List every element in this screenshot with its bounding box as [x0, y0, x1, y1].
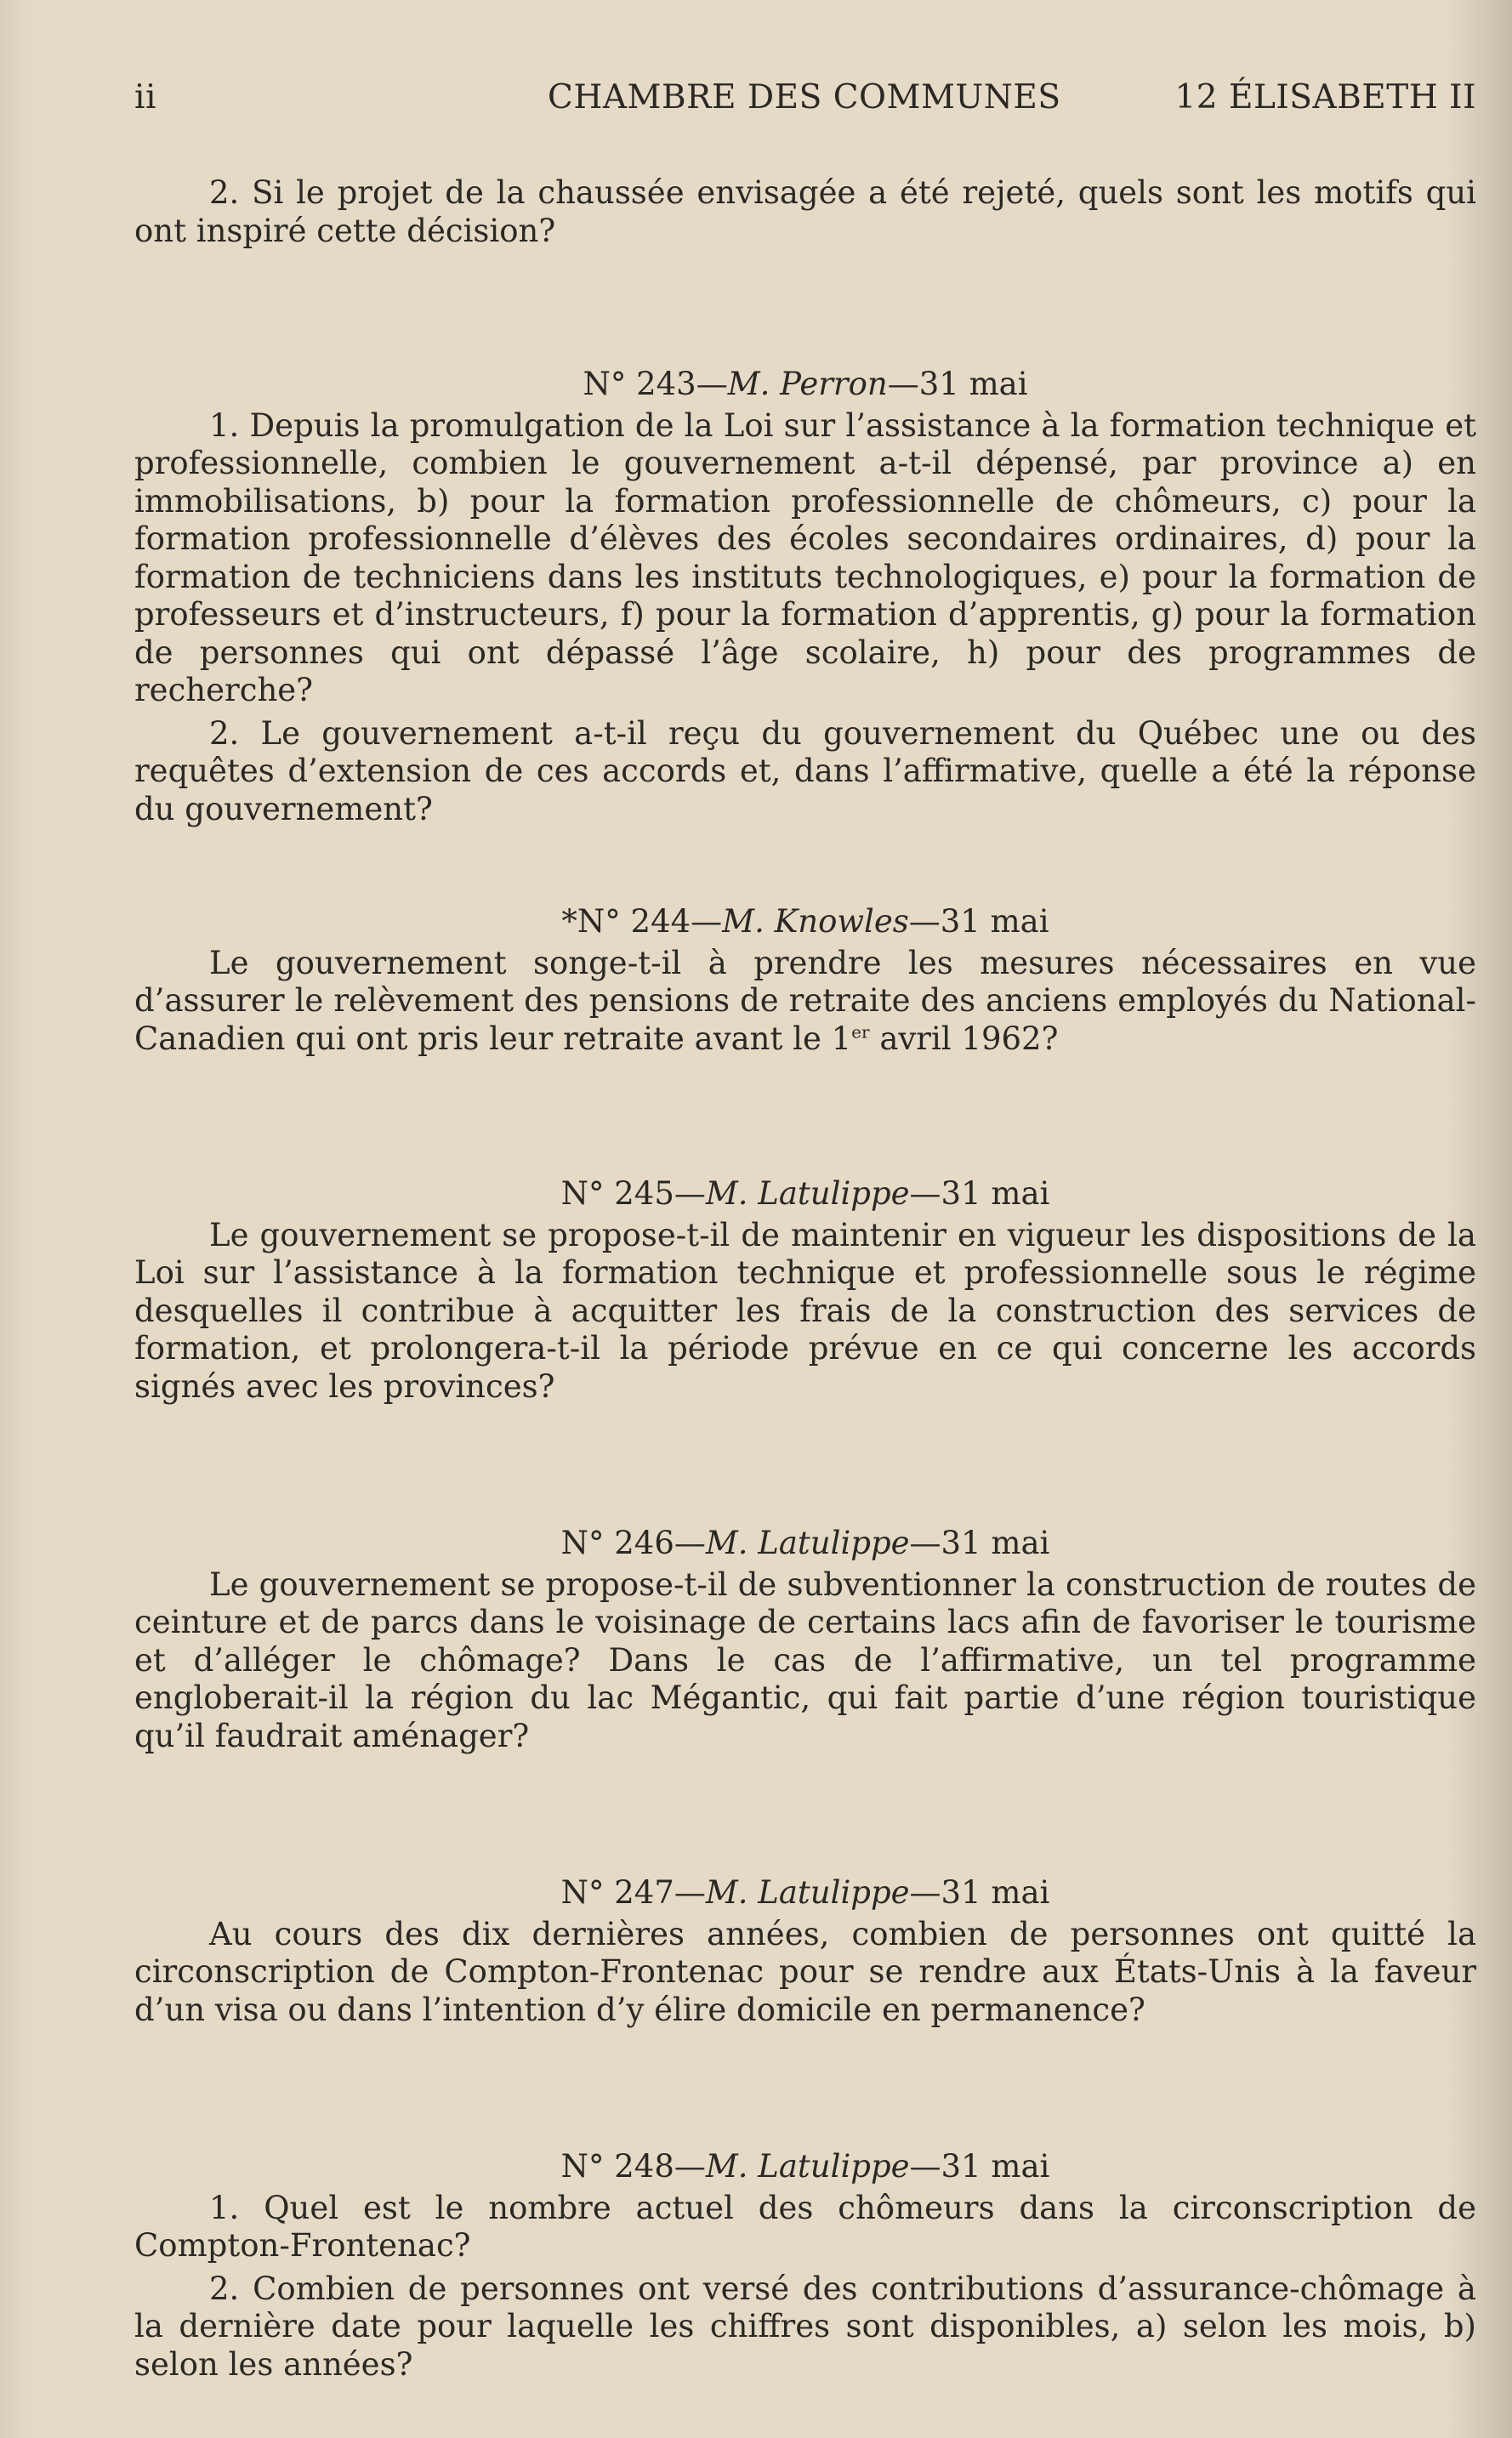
question-member: M. Latulippe [705, 1525, 910, 1561]
question-number: N° 247— [560, 1874, 706, 1911]
page-number: ii [134, 78, 156, 117]
intro-paragraph: 2. Si le projet de la chaussée envisagée a été rejeté, quels sont les motifs qui ont inspiré cette décision? [134, 174, 1476, 249]
question-paragraph: 1. Depuis la promulgation de la Loi sur l’assistance à la formation technique et professionnelle, combien le gouvernement a-t-il dépensé, par province a) en immobilisations, b) pour la formation professionnelle de chômeurs, c) pour la formation professionnelle d’élèves des écoles secondaires ordinaires, d) pour la formation de techniciens dans les instituts technologiques, e) pour la formation de professeurs et d’instructeurs, f) pour la formation d’apprentis, g) pour la formation de personnes qui ont dépassé l’âge scolaire, h) pour des programmes de recherche? [134, 406, 1476, 708]
question-member: M. Knowles [722, 903, 909, 940]
question-member: M. Latulippe [705, 1175, 910, 1212]
question-248 [134, 2148, 1476, 2384]
question-heading [134, 1874, 1476, 1912]
question-paragraph: Au cours des dix dernières années, combien de personnes ont quitté la circonscription de Compton-Frontenac pour se rendre aux États-Unis à la faveur d’un visa ou dans l’intention d’y élire domicile en permanence? [134, 1915, 1476, 2028]
paragraph-text: avril 1962? [869, 1020, 1059, 1057]
questions-body [134, 174, 1476, 2384]
question-heading [134, 2148, 1476, 2186]
question-member: M. Perron [727, 366, 888, 402]
page-header [134, 78, 1476, 121]
question-paragraph: Le gouvernement se propose-t-il de subventionner la construction de routes de ceinture et de parcs dans le voisinage de certains lacs afin de favoriser le tourisme et d’alléger le chômage? Dans le cas de l’affirmative, un tel programme engloberait-il la région du lac Mégantic, qui fait partie d’une région touristique qu’il faudrait aménager? [134, 1566, 1476, 1754]
question-heading [134, 1175, 1476, 1213]
question-heading [134, 366, 1476, 404]
question-date: —31 mai [909, 2148, 1050, 2185]
question-paragraph: 2. Le gouvernement a-t-il reçu du gouvernement du Québec une ou des requêtes d’extension de ces accords et, dans l’affirmative, quelle a été la réponse du gouvernement? [134, 714, 1476, 827]
question-heading [134, 903, 1476, 941]
session-label: 12 ÉLISABETH II [1174, 78, 1476, 117]
question-number: N° 246— [560, 1525, 706, 1561]
question-date: —31 mai [908, 903, 1049, 940]
question-245 [134, 1175, 1476, 1406]
question-number: N° 245— [560, 1175, 706, 1212]
question-member: M. Latulippe [705, 2148, 910, 2185]
question-246 [134, 1525, 1476, 1755]
question-paragraph: 2. Combien de personnes ont versé des contributions d’assurance-chômage à la dernière date pour laquelle les chiffres sont disponibles, a) selon les mois, b) selon les années? [134, 2270, 1476, 2383]
question-date: —31 mai [909, 1874, 1050, 1911]
journal-title: CHAMBRE DES COMMUNES [548, 78, 1061, 117]
question-paragraph [134, 945, 1476, 1059]
question-member: M. Latulippe [705, 1874, 910, 1911]
question-date: —31 mai [909, 1175, 1050, 1212]
question-heading [134, 1525, 1476, 1563]
question-paragraph: Le gouvernement se propose-t-il de maintenir en vigueur les dispositions de la Loi sur l’assistance à la formation technique et professionnelle sous le régime desquelles il contribue à acquitter les frais de la construction des services de formation, et prolongera-t-il la période prévue en ce qui concerne les accords signés avec les provinces? [134, 1216, 1476, 1405]
question-paragraph: 1. Quel est le nombre actuel des chômeurs dans la circonscription de Compton-Frontenac? [134, 2189, 1476, 2264]
paragraph-text: Le gouvernement songe-t-il à prendre les mesures nécessaires en vue d’assurer le relèvement des pensions de retraite des anciens employés du National-Canadien qui ont pris leur retraite avant le 1 [134, 944, 1476, 1057]
question-244 [134, 903, 1476, 1058]
question-date: —31 mai [887, 366, 1028, 402]
question-247 [134, 1874, 1476, 2029]
question-243 [134, 366, 1476, 828]
superscript: er [851, 1021, 870, 1043]
question-number: N° 248— [560, 2148, 706, 2185]
question-date: —31 mai [909, 1525, 1050, 1561]
question-number: *N° 244— [561, 903, 723, 940]
question-number: N° 243— [583, 366, 728, 402]
